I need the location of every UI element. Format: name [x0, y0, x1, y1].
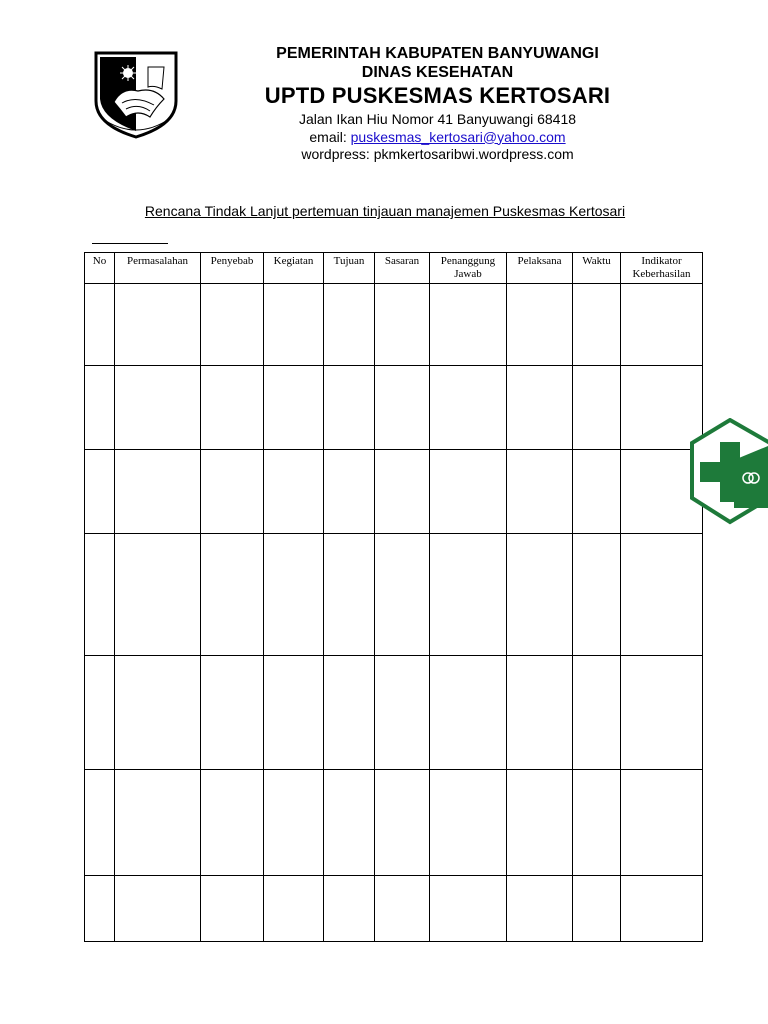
table-row — [85, 534, 703, 656]
table-cell — [507, 534, 573, 656]
table-cell — [375, 366, 430, 450]
table-cell — [621, 284, 703, 366]
table-cell — [115, 876, 201, 942]
table-cell — [621, 534, 703, 656]
table-cell — [324, 450, 375, 534]
table-cell — [115, 770, 201, 876]
table-cell — [430, 450, 507, 534]
header-cell: Waktu — [573, 253, 621, 284]
table-cell — [324, 534, 375, 656]
table-cell — [430, 534, 507, 656]
wordpress-line: wordpress: pkmkertosaribwi.wordpress.com — [301, 146, 574, 163]
table-cell — [264, 876, 324, 942]
table-cell — [201, 770, 264, 876]
table-cell — [85, 366, 115, 450]
table-cell — [621, 656, 703, 770]
table-cell — [507, 876, 573, 942]
email-line — [215, 129, 660, 146]
table-cell — [115, 534, 201, 656]
table-cell — [264, 450, 324, 534]
table-cell — [507, 284, 573, 366]
table-cell — [85, 534, 115, 656]
table-cell — [264, 770, 324, 876]
puskesmas-logo-icon — [690, 418, 768, 528]
table-cell — [264, 534, 324, 656]
table-cell — [375, 770, 430, 876]
table-cell — [507, 656, 573, 770]
table-row — [85, 770, 703, 876]
table-cell — [430, 876, 507, 942]
table-cell — [115, 450, 201, 534]
table-cell — [324, 770, 375, 876]
department-name: DINAS KESEHATAN — [361, 64, 514, 82]
document-subtitle: Rencana Tindak Lanjut pertemuan tinjauan manajemen Puskesmas Kertosari — [144, 203, 626, 219]
address: Jalan Ikan Hiu Nomor 41 Banyuwangi 68418 — [298, 110, 577, 127]
table-cell — [115, 656, 201, 770]
header-cell: Pelaksana — [507, 253, 573, 284]
table-cell — [85, 284, 115, 366]
table-header-row — [85, 253, 703, 284]
table-cell — [573, 284, 621, 366]
table-cell — [430, 656, 507, 770]
blank-fill-line — [92, 243, 168, 244]
header-cell: Tujuan — [324, 253, 375, 284]
table-cell — [85, 876, 115, 942]
table-cell — [201, 366, 264, 450]
table-cell — [621, 876, 703, 942]
table-cell — [507, 450, 573, 534]
table-cell — [573, 450, 621, 534]
table-cell — [201, 876, 264, 942]
table-cell — [85, 770, 115, 876]
table-cell — [375, 450, 430, 534]
table-cell — [264, 656, 324, 770]
table-cell — [507, 366, 573, 450]
table-cell — [375, 284, 430, 366]
table-cell — [573, 366, 621, 450]
email-link[interactable]: puskesmas_kertosari@yahoo.com — [350, 128, 566, 145]
table-cell — [201, 450, 264, 534]
table-row — [85, 284, 703, 366]
table-cell — [375, 876, 430, 942]
table-cell — [430, 284, 507, 366]
table-cell — [573, 534, 621, 656]
government-name: PEMERINTAH KABUPATEN BANYUWANGI — [276, 45, 599, 62]
header-cell: Kegiatan — [264, 253, 324, 284]
table-row — [85, 656, 703, 770]
banyuwangi-regency-emblem-icon — [92, 47, 180, 139]
table-cell — [201, 534, 264, 656]
header-cell: Penanggung Jawab — [430, 253, 507, 284]
table-cell — [115, 366, 201, 450]
table-cell — [430, 770, 507, 876]
header-cell: Penyebab — [201, 253, 264, 284]
table-cell — [324, 656, 375, 770]
header-cell: Indikator Keberhasilan — [621, 253, 703, 284]
table-cell — [621, 770, 703, 876]
table-cell — [85, 656, 115, 770]
table-cell — [573, 770, 621, 876]
table-cell — [375, 656, 430, 770]
table-cell — [324, 876, 375, 942]
table-cell — [85, 450, 115, 534]
table-row — [85, 366, 703, 450]
table-cell — [115, 284, 201, 366]
table-cell — [507, 770, 573, 876]
table-cell — [201, 656, 264, 770]
table-row — [85, 876, 703, 942]
unit-name: UPTD PUSKESMAS KERTOSARI — [264, 83, 611, 109]
letterhead — [215, 44, 660, 163]
header-cell: No — [85, 253, 115, 284]
table-row — [85, 450, 703, 534]
table-cell — [375, 534, 430, 656]
table-cell — [201, 284, 264, 366]
action-plan-table — [84, 252, 703, 942]
table-cell — [430, 366, 507, 450]
table-cell — [264, 284, 324, 366]
header-cell: Sasaran — [375, 253, 430, 284]
table-cell — [324, 366, 375, 450]
table-cell — [264, 366, 324, 450]
table-cell — [573, 656, 621, 770]
email-label: email: — [309, 128, 351, 145]
table-cell — [324, 284, 375, 366]
header-cell: Permasalahan — [115, 253, 201, 284]
table-cell — [573, 876, 621, 942]
